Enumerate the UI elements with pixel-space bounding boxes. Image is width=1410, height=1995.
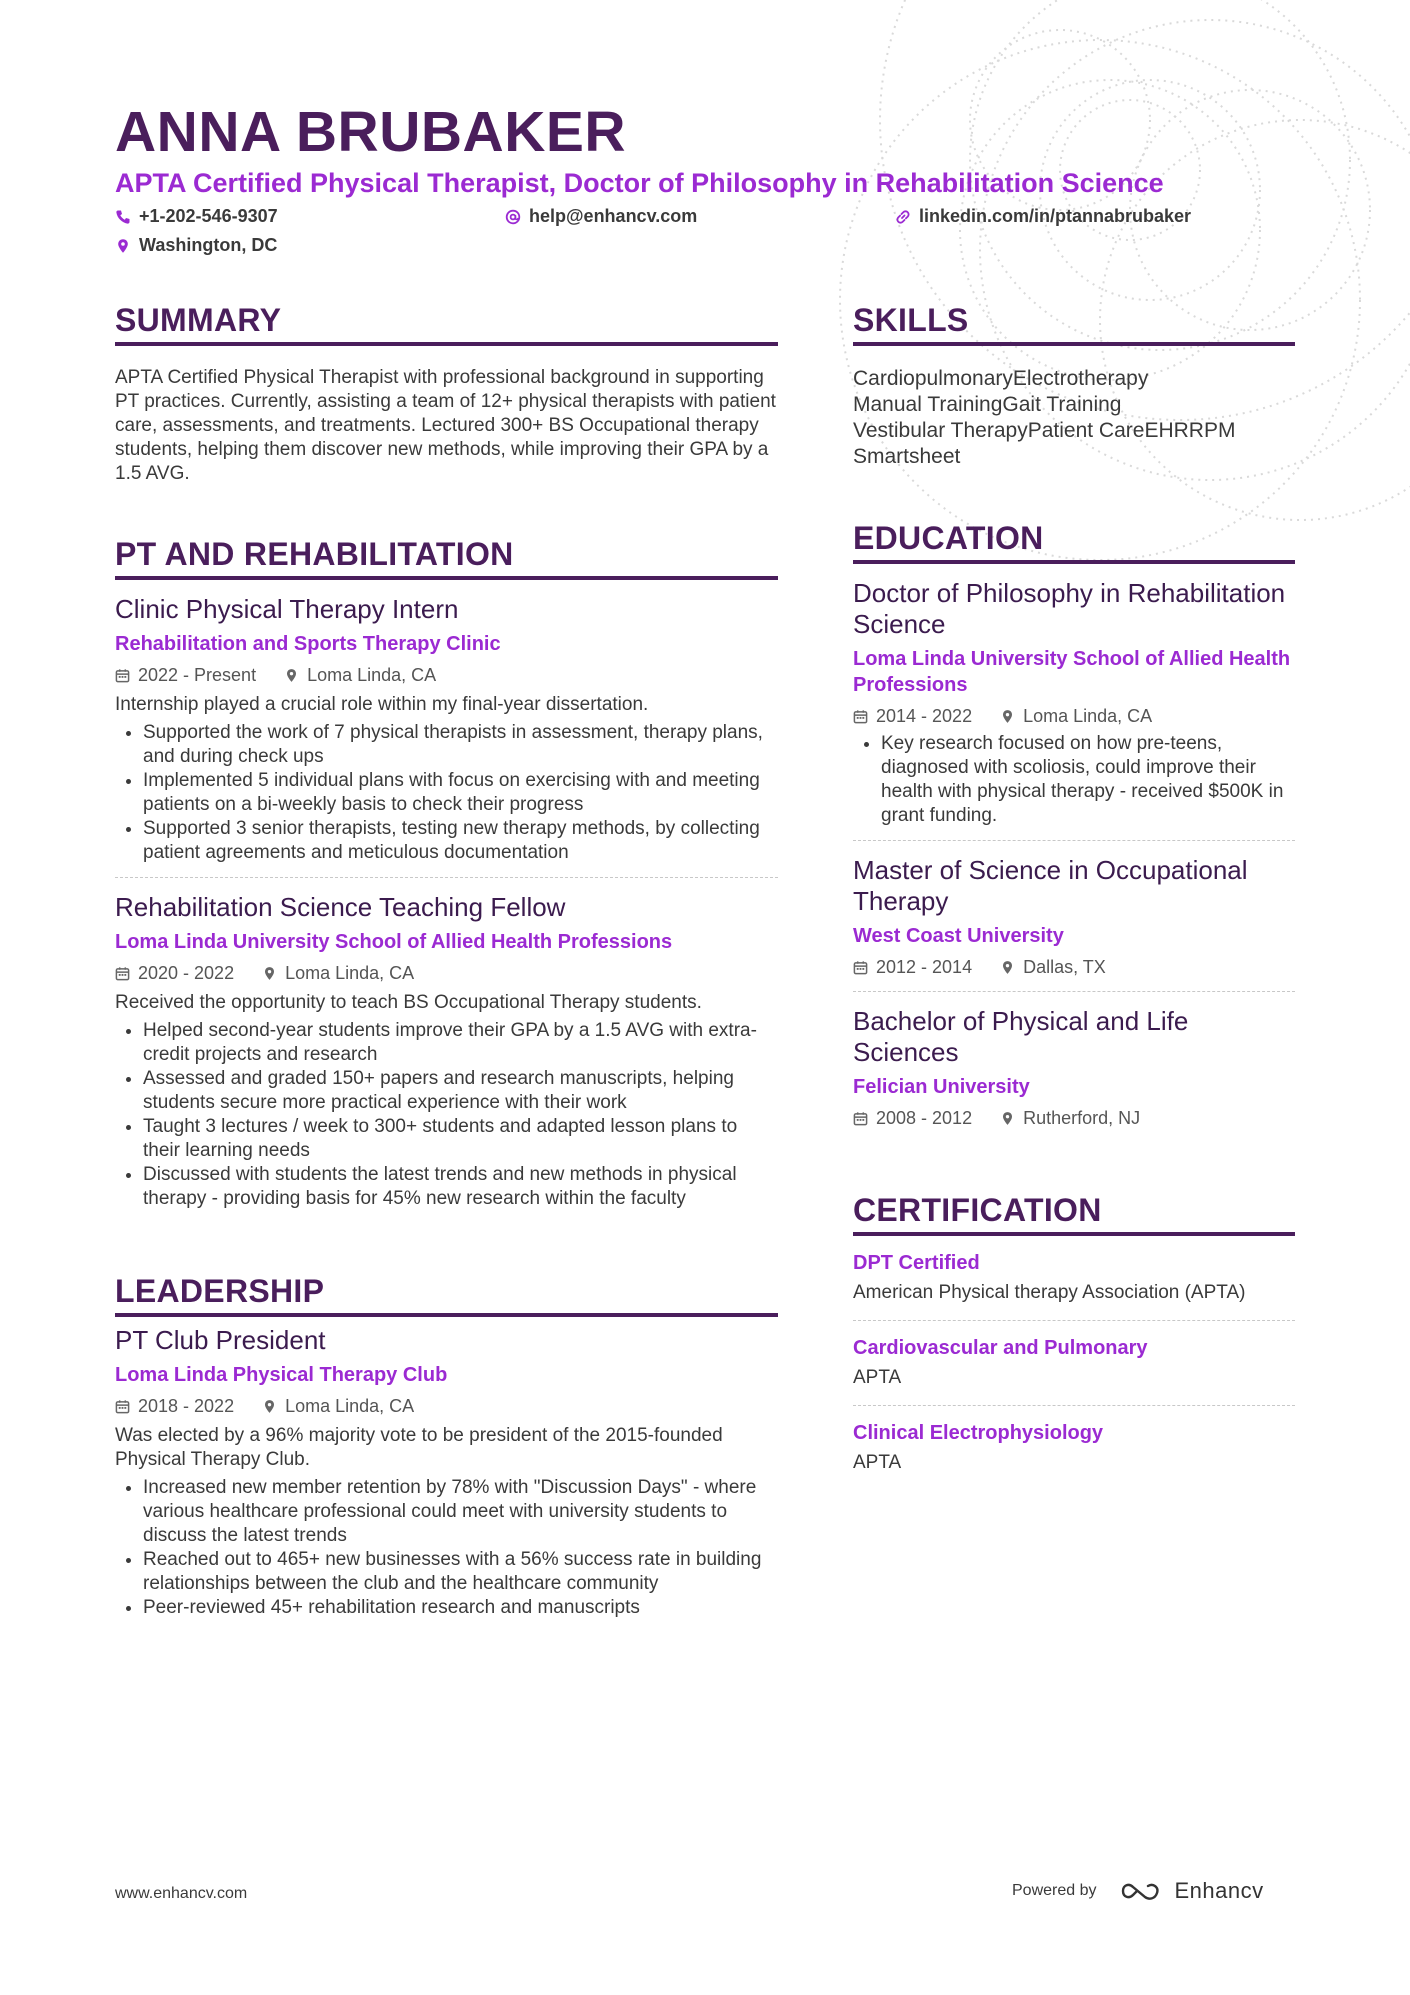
- education-entry: [853, 841, 1295, 992]
- bullet-list: [115, 1019, 778, 1211]
- certification-entry: [853, 1236, 1295, 1321]
- location-pin-icon: [115, 238, 131, 254]
- entry-meta: [115, 663, 778, 687]
- section-title-certification: CERTIFICATION: [853, 1190, 1295, 1236]
- degree-title: Master of Science in Occupational Therapy: [853, 855, 1248, 916]
- calendar-icon: [853, 960, 868, 975]
- right-column: [853, 300, 1295, 1538]
- certification-issuer: American Physical therapy Association (APTA): [853, 1282, 1246, 1303]
- section-title-summary: SUMMARY: [115, 300, 778, 346]
- education-entry: [853, 564, 1295, 841]
- contact-info: [115, 206, 1295, 268]
- experience-entry: [115, 580, 778, 878]
- section-title-experience: PT AND REHABILITATION: [115, 534, 778, 580]
- entry-meta: [853, 955, 1295, 979]
- entry-description: Received the opportunity to teach BS Occupational Therapy students.: [115, 992, 702, 1013]
- certification-entry: [853, 1406, 1295, 1490]
- role-title: PT Club President: [115, 1325, 326, 1355]
- entry-description: Was elected by a 96% majority vote to be president of the 2015-founded Physical Therapy Club.: [115, 1425, 723, 1470]
- dates-text: 2022 - Present: [138, 665, 257, 685]
- skills-list: [853, 366, 1295, 470]
- summary-text: APTA Certified Physical Therapist with professional background in supporting PT practices. Currently, assisting a team of 12+ physical therapists with patient care, assessments, and treatments. Lectured 300+ BS Occupational therapy students, helping them discover new methods, while improving their GPA by a 1.5 AVG.: [115, 367, 776, 484]
- entry-meta: [115, 961, 778, 985]
- summary-section: [115, 300, 778, 486]
- dates-text: 2012 - 2014: [876, 957, 973, 977]
- entry-location: [284, 663, 436, 687]
- entry-dates: [115, 1394, 234, 1418]
- entry-dates: [853, 1106, 972, 1130]
- brand-name: Enhancv: [1174, 1878, 1264, 1903]
- certification-name: Cardiovascular and Pulmonary: [853, 1337, 1148, 1359]
- certification-entry: [853, 1321, 1295, 1406]
- dates-text: 2008 - 2012: [876, 1108, 973, 1128]
- link-icon: [895, 209, 911, 225]
- contact-phone[interactable]: [115, 206, 278, 227]
- education-entry: [853, 992, 1295, 1142]
- entry-dates: [115, 961, 234, 985]
- certification-name: DPT Certified: [853, 1252, 980, 1274]
- phone-icon: [115, 209, 131, 225]
- dates-text: 2018 - 2022: [138, 1396, 235, 1416]
- location-pin-icon: [1000, 709, 1015, 724]
- bullet-item: • Peer-reviewed 45+ rehabilitation research and manuscripts: [143, 1596, 778, 1620]
- entry-location: [262, 961, 414, 985]
- job-title: Rehabilitation Science Teaching Fellow: [115, 892, 566, 922]
- entry-location: [262, 1394, 414, 1418]
- headline: APTA Certified Physical Therapist, Doctor of Philosophy in Rehabilitation Science: [115, 168, 1164, 198]
- skills-line: Vestibular TherapyPatient CareEHRRPM: [853, 419, 1236, 442]
- location-pin-icon: [262, 1399, 277, 1414]
- location-pin-icon: [1000, 960, 1015, 975]
- certification-section: [853, 1190, 1295, 1490]
- bullet-item: • Supported 3 senior therapists, testing new therapy methods, by collecting patient agreements and meticulous documentation: [143, 817, 778, 865]
- bullet-item: • Implemented 5 individual plans with focus on exercising with and meeting patients on a bi-weekly basis to check their progress: [143, 769, 778, 817]
- entry-meta: [115, 1394, 778, 1418]
- footer-website[interactable]: www.enhancv.com: [115, 1885, 248, 1902]
- candidate-name: ANNA BRUBAKER: [115, 100, 627, 164]
- linkedin-text: linkedin.com/in/ptannabrubaker: [919, 206, 1192, 226]
- location-text: Loma Linda, CA: [285, 1396, 415, 1416]
- footer-branding: [1012, 1878, 1264, 1904]
- section-title-education: EDUCATION: [853, 518, 1295, 564]
- entry-dates: [853, 704, 972, 728]
- experience-entry: [115, 878, 778, 1223]
- bullet-item: • Reached out to 465+ new businesses with a 56% success rate in building relationships between the club and the healthcare community: [143, 1548, 778, 1596]
- contact-email[interactable]: [505, 206, 697, 227]
- left-column: [115, 300, 778, 1680]
- bullet-item: • Increased new member retention by 78% with "Discussion Days" - where various healthcare professional could meet with university students to discuss the latest trends: [143, 1476, 778, 1548]
- entry-meta: [853, 704, 1295, 728]
- leadership-entry: [115, 1317, 778, 1632]
- entry-location: [1000, 1106, 1140, 1130]
- at-icon: [505, 209, 521, 225]
- section-title-leadership: LEADERSHIP: [115, 1271, 778, 1317]
- phone-text: +1-202-546-9307: [139, 206, 278, 226]
- certification-issuer: APTA: [853, 1452, 902, 1473]
- location-pin-icon: [1000, 1111, 1015, 1126]
- enhancv-logo-icon: [1119, 1879, 1165, 1903]
- company-name: Loma Linda University School of Allied Health Professions: [115, 931, 673, 953]
- location-text: Dallas, TX: [1023, 957, 1106, 977]
- company-name: Rehabilitation and Sports Therapy Clinic: [115, 633, 501, 655]
- certification-issuer: APTA: [853, 1367, 902, 1388]
- contact-linkedin[interactable]: [895, 206, 1191, 227]
- location-text: Washington, DC: [139, 235, 278, 255]
- calendar-icon: [853, 709, 868, 724]
- calendar-icon: [115, 966, 130, 981]
- dates-text: 2020 - 2022: [138, 963, 235, 983]
- entry-description: Internship played a crucial role within my final-year dissertation.: [115, 694, 649, 715]
- certification-name: Clinical Electrophysiology: [853, 1422, 1104, 1444]
- bullet-item: • Taught 3 lectures / week to 300+ students and adapted lesson plans to their learning needs: [143, 1115, 778, 1163]
- degree-title: Doctor of Philosophy in Rehabilitation Science: [853, 578, 1286, 639]
- organization-name: Loma Linda Physical Therapy Club: [115, 1364, 448, 1386]
- entry-dates: [853, 955, 972, 979]
- calendar-icon: [853, 1111, 868, 1126]
- bullet-list: [115, 721, 778, 865]
- leadership-section: [115, 1271, 778, 1632]
- dates-text: 2014 - 2022: [876, 706, 973, 726]
- school-name: Loma Linda University School of Allied Health Professions: [853, 648, 1291, 696]
- location-pin-icon: [262, 966, 277, 981]
- skills-line: Smartsheet: [853, 445, 961, 468]
- location-text: Loma Linda, CA: [285, 963, 415, 983]
- skills-line: CardiopulmonaryElectrotherapy: [853, 367, 1149, 390]
- education-section: [853, 518, 1295, 1142]
- email-text: help@enhancv.com: [529, 206, 698, 226]
- resume-header: [115, 100, 1295, 268]
- bullet-item: • Supported the work of 7 physical therapists in assessment, therapy plans, and during check ups: [143, 721, 778, 769]
- section-title-skills: SKILLS: [853, 300, 1295, 346]
- calendar-icon: [115, 668, 130, 683]
- bullet-item: • Discussed with students the latest trends and new methods in physical therapy - providing basis for 45% new research within the faculty: [143, 1163, 778, 1211]
- location-text: Loma Linda, CA: [1023, 706, 1153, 726]
- enhancv-logo[interactable]: [1119, 1878, 1264, 1904]
- entry-dates: [115, 663, 256, 687]
- entry-location: [1000, 704, 1152, 728]
- experience-section: [115, 534, 778, 1223]
- powered-by-label: Powered by: [1012, 1882, 1097, 1899]
- degree-title: Bachelor of Physical and Life Sciences: [853, 1006, 1189, 1067]
- bullet-list: [853, 732, 1295, 828]
- location-pin-icon: [284, 668, 299, 683]
- skills-line: Manual TrainingGait Training: [853, 393, 1122, 416]
- skills-section: [853, 300, 1295, 470]
- entry-location: [1000, 955, 1106, 979]
- school-name: Felician University: [853, 1076, 1030, 1098]
- bullet-list: [115, 1476, 778, 1620]
- job-title: Clinic Physical Therapy Intern: [115, 594, 459, 624]
- location-text: Rutherford, NJ: [1023, 1108, 1141, 1128]
- location-text: Loma Linda, CA: [307, 665, 437, 685]
- school-name: West Coast University: [853, 925, 1064, 947]
- bullet-item: • Helped second-year students improve their GPA by a 1.5 AVG with extra-credit projects and research: [143, 1019, 778, 1067]
- calendar-icon: [115, 1399, 130, 1414]
- entry-meta: [853, 1106, 1295, 1130]
- bullet-item: • Key research focused on how pre-teens, diagnosed with scoliosis, could improve their health with physical therapy - received $500K in grant funding.: [881, 732, 1295, 828]
- contact-location: [115, 235, 277, 256]
- bullet-item: • Assessed and graded 150+ papers and research manuscripts, helping students secure more practical experience with their work: [143, 1067, 778, 1115]
